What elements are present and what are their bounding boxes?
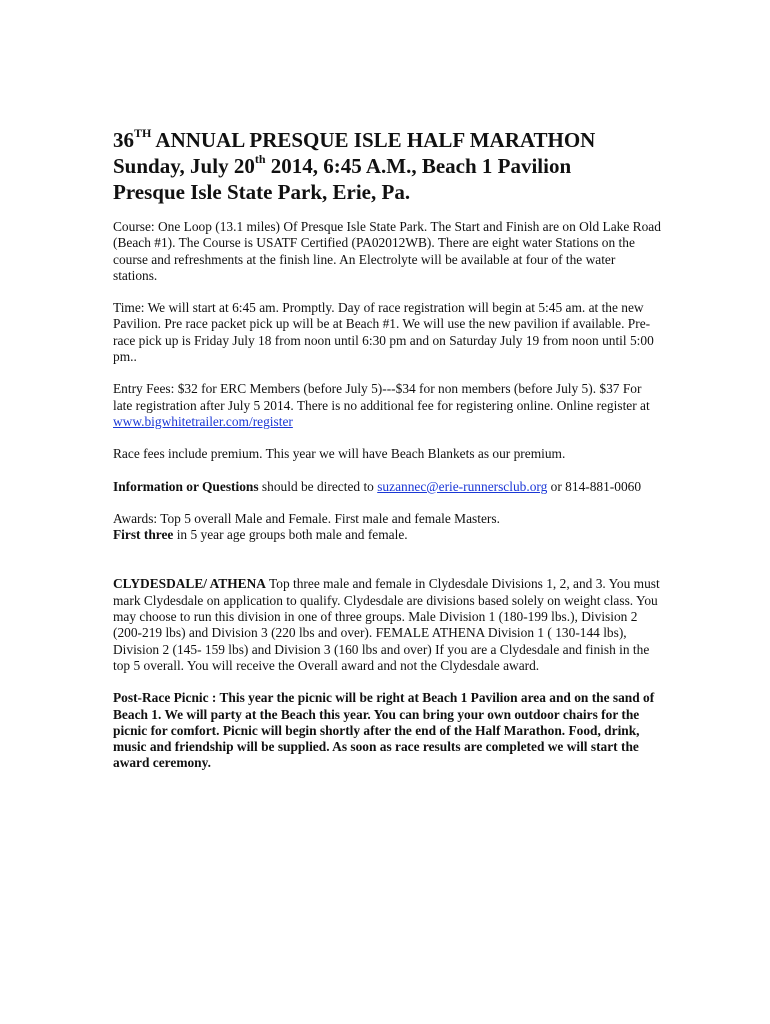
title-line-3: Presque Isle State Park, Erie, Pa. (113, 180, 411, 204)
title-line-1: 36TH ANNUAL PRESQUE ISLE HALF MARATHON (113, 126, 596, 152)
document-title (113, 127, 661, 205)
information-paragraph: Information or Questions should be directed to suzannec@erie-runnersclub.org or 814-881-0060 (113, 478, 642, 494)
document-page (113, 127, 661, 788)
premium-paragraph: Race fees include premium. This year we will have Beach Blankets as our premium. (113, 446, 566, 462)
time-paragraph: Time: We will start at 6:45 am. Promptly. Day of race registration will begin at 5:45 am. at the new Pavilion. Pre race packet pick up will be at Beach #1. We will use the new pavilion if available. Pre-race pick up is Friday July 18 from noon until 6:30 pm and on Saturday July 19 from noon until 5:00 pm.. (113, 300, 654, 365)
course-paragraph: Course: One Loop (13.1 miles) Of Presque Isle State Park. The Start and Finish are on Old Lake Road (Beach #1). The Course is USATF Certified (PA02012WB). There are eight water Stations on the course and refreshments at the finish line. An Electrolyte will be available at four of the water stations. (113, 219, 661, 283)
clydesdale-paragraph: CLYDESDALE/ ATHENA Top three male and female in Clydesdale Divisions 1, 2, and 3. You must mark Clydesdale on application to qualify. Clydesdale are divisions based solely on weight class. You may choose to run this division in one of three groups. Male Division 1 (180-199 lbs.), Division 2 (200-219 lbs) and Division 3 (220 lbs and over). FEMALE ATHENA Division 1 ( 130-144 lbs), Division 2 (145- 159 lbs) and Division 3 (160 lbs and over) If you are a Clydesdale and finish in the top 5 overall. You will receive the Overall award and not the Clydesdale award. (113, 576, 660, 673)
picnic-paragraph: Post-Race Picnic : This year the picnic will be right at Beach 1 Pavilion area and on the sand of Beach 1. We will party at the Beach this year. You can bring your own outdoor chairs for the picnic for comfort. Picnic will begin shortly after the end of the Half Marathon. Food, drink, music and friendship will be supplied. As soon as race results are completed we will start the award ceremony. (113, 690, 655, 771)
register-link[interactable]: www.bigwhitetrailer.com/register (113, 413, 293, 429)
email-link[interactable]: suzannec@erie-runnersclub.org (377, 478, 548, 494)
entry-fees-paragraph: Entry Fees: $32 for ERC Members (before July 5)---$34 for non members (before July 5). $37 For late registration after July 5 2014. There is no additional fee for registering online. Online register at www.bigwhitetrailer.com/register (113, 381, 650, 429)
awards-paragraph: Awards: Top 5 overall Male and Female. First male and female Masters. First three in 5 year age groups both male and female. (113, 510, 500, 543)
title-line-2: Sunday, July 20th 2014, 6:45 A.M., Beach 1 Pavilion (113, 152, 572, 178)
